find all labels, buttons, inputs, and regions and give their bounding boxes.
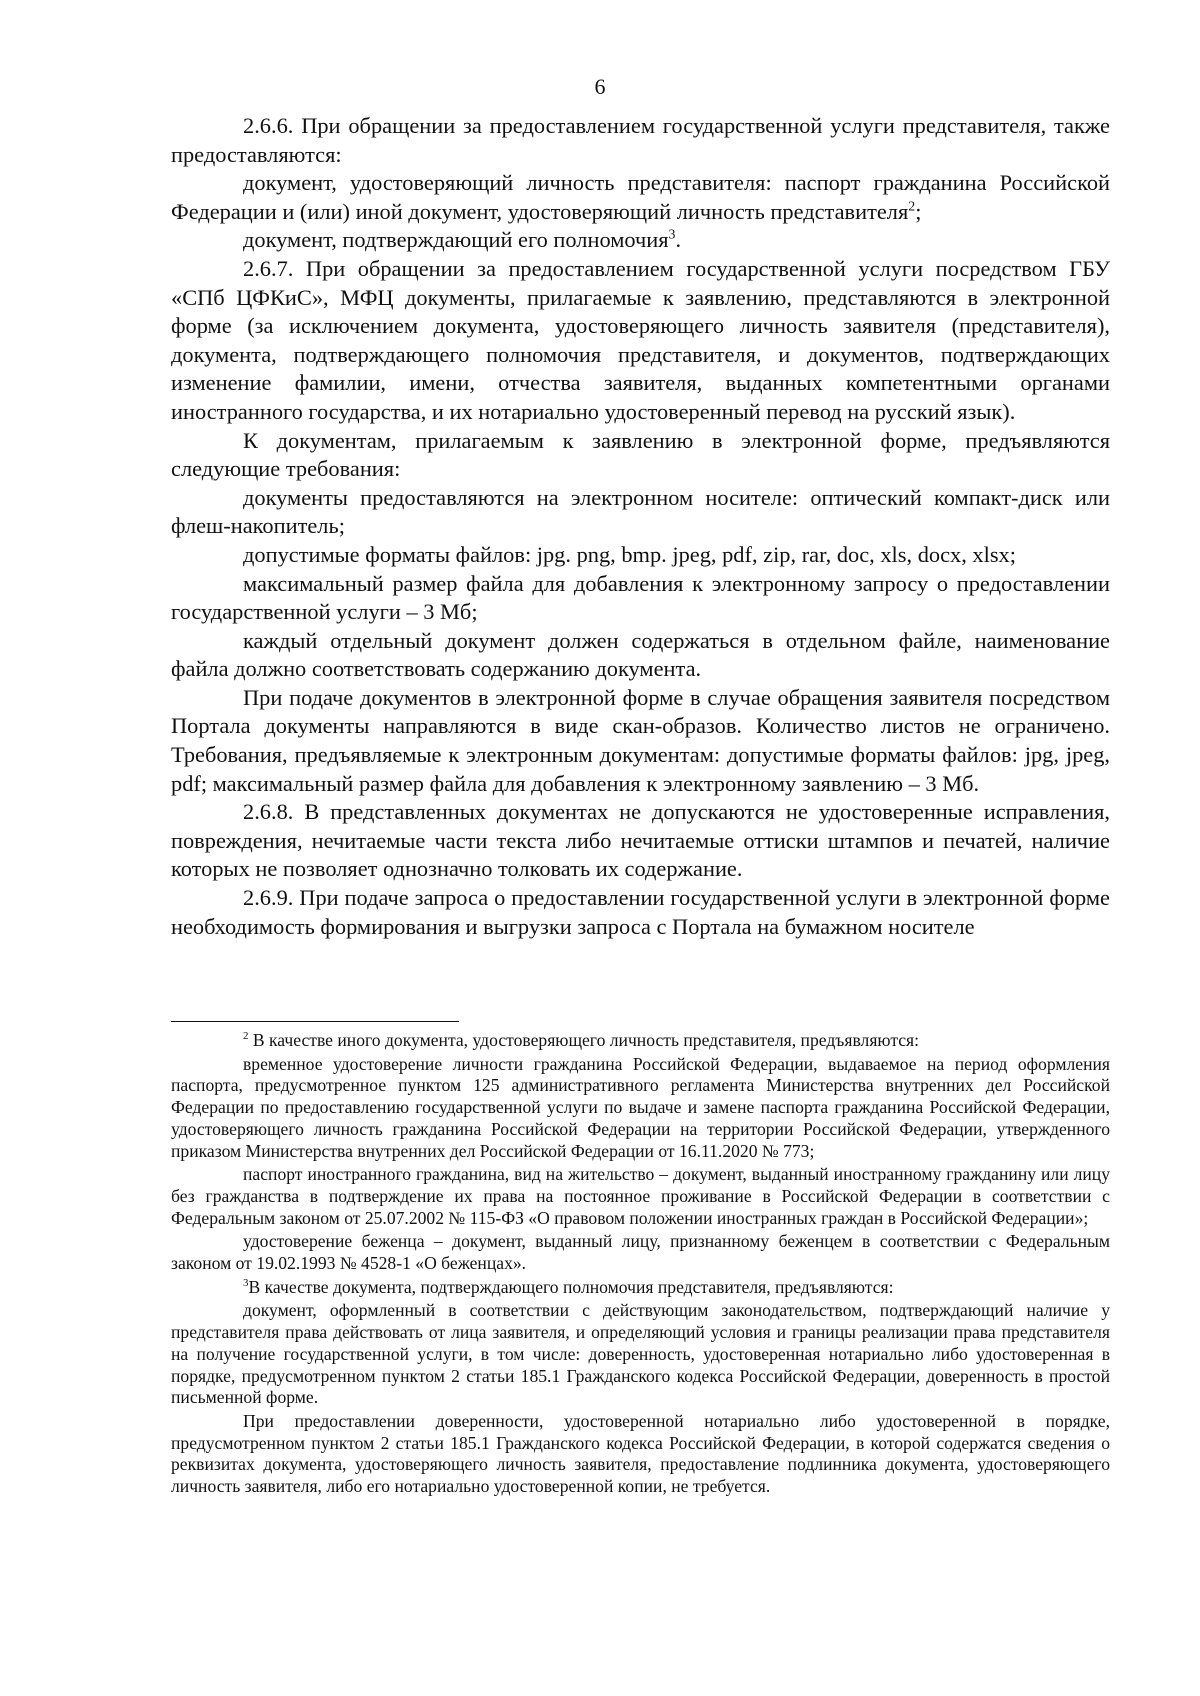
footnote-3-item-power-of-attorney: документ, оформленный в соответствии с действующим законодательством, подтверждающий наличие у представителя права действовать от лица заявителя, и определяющий условия и границы реализации права представителя на получение государственной услуги, в том числе: доверенность, удостоверенная нотариально либо удостоверенная в порядке, предусмотренном пунктом 2 статьи 185.1 Гражданского кодекса Российской Федерации, доверенность в простой письменной форме.: [171, 1300, 1110, 1408]
footnote-2-item-temporary-id: временное удостоверение личности гражданина Российской Федерации, выдаваемое на период оформления паспорта, предусмотренное пунктом 125 административного регламента Министерства внутренних дел Российской Федерации по предоставлению государственной услуги по выдаче и замене паспорта гражданина Российской Федерации, удостоверяющего личность гражданина Российской Федерации на территории Российской Федерации, утвержденного приказом Министерства внутренних дел Российской Федерации от 16.11.2020 № 773;: [171, 1053, 1110, 1161]
footnote-3-intro: [171, 1277, 1110, 1299]
footnote-ref-2[interactable]: 2: [908, 199, 916, 215]
paragraph-file-formats: допустимые форматы файлов: jpg. png, bmp. jpeg, pdf, zip, rar, doc, xls, docx, xlsx;: [243, 541, 1016, 567]
main-text: [171, 112, 1110, 941]
paragraph-2-6-8: 2.6.8. В представленных документах не допускаются не удостоверенные исправления, повреждения, нечитаемые части текста либо нечитаемые оттиски штампов и печатей, наличие которых не позволяет однозначно толковать их содержание.: [171, 799, 1110, 882]
footnote-text: В качестве документа, подтверждающего полномочия представителя, предъявляются:: [248, 1276, 894, 1297]
footnote-separator: [171, 1021, 459, 1022]
paragraph-text: документ, удостоверяющий личность представителя: паспорт гражданина Российской Федерации и (или) иной документ, удостоверяющий личность представителя: [171, 170, 1110, 224]
footnote-mark-3: 3: [243, 1276, 249, 1289]
footnote-text: В качестве иного документа, удостоверяющего личность представителя, предъявляются:: [248, 1030, 920, 1050]
paragraph-separate-files: каждый отдельный документ должен содержаться в отдельном файле, наименование файла должно соответствовать содержанию документа.: [171, 627, 1110, 682]
paragraph-tail: .: [675, 227, 682, 253]
footnote-2-item-foreign-passport: паспорт иностранного гражданина, вид на жительство – документ, выданный иностранному гражданину или лицу без гражданства в подтверждение их права на постоянное проживание в Российской Федерации в соответствии с Федеральным законом от 25.07.2002 № 115-ФЗ «О правовом положении иностранных граждан в Российской Федерации»;: [171, 1164, 1110, 1228]
paragraph-2-6-6: 2.6.6. При обращении за предоставлением государственной услуги представителя, также предоставляются:: [171, 113, 1110, 167]
footnote-mark-2: 2: [243, 1030, 249, 1043]
paragraph-2-6-7: 2.6.7. При обращении за предоставлением государственной услуги посредством ГБУ «СПб ЦФКиС», МФЦ документы, прилагаемые к заявлению, представляются в электронной форме (за исключением документа, удостоверяющего личность заявителя (представителя), документа, подтверждающего полномочия представителя, и документов, подтверждающих изменение фамилии, имени, отчества заявителя, выданных компетентными органами иностранного государства, и их нотариально удостоверенный перевод на русский язык).: [171, 255, 1110, 424]
paragraph-requirements-intro: К документам, прилагаемым к заявлению в электронной форме, предъявляются следующие требования:: [171, 427, 1110, 482]
paragraph-text: документ, подтверждающий его полномочия: [243, 227, 669, 253]
paragraph-portal-submission: При подаче документов в электронной форме в случае обращения заявителя посредством Портала документы направляются в виде скан-образов. Количество листов не ограничено. Требования, предъявляемые к электронным документам: допустимые форматы файлов: jpg, jpeg, pdf; максимальный размер файла для добавления к электронному заявлению – 3 Мб.: [171, 684, 1110, 796]
paragraph-tail: ;: [915, 198, 922, 224]
paragraph-representative-id: [171, 169, 1110, 226]
paragraph-2-6-9: 2.6.9. При подаче запроса о предоставлении государственной услуги в электронной форме необходимость формирования и выгрузки запроса с Портала на бумажном носителе: [171, 885, 1110, 939]
paragraph-media-requirement: документы предоставляются на электронном носителе: оптический компакт-диск или флеш-накопитель;: [171, 484, 1110, 539]
footnote-2-item-refugee-certificate: удостоверение беженца – документ, выданный лицу, признанному беженцем в соответствии с Федеральным законом от 19.02.1993 № 4528-1 «О беженцах».: [171, 1231, 1110, 1274]
footnote-2-intro: [171, 1030, 1110, 1052]
footnote-ref-3[interactable]: 3: [668, 227, 676, 243]
paragraph-authority-document: [171, 226, 1110, 255]
page-number: 6: [594, 74, 606, 99]
paragraph-max-file-size: максимальный размер файла для добавления к электронному запросу о предоставлении государственной услуги – 3 Мб;: [171, 570, 1110, 625]
footnote-3-item-notarized-note: При предоставлении доверенности, удостоверенной нотариально либо удостоверенной в порядке, предусмотренном пунктом 2 статьи 185.1 Гражданского кодекса Российской Федерации, в которой содержатся сведения о реквизитах документа, удостоверяющего личность заявителя, предоставление подлинника документа, удостоверяющего личность заявителя, либо его нотариально удостоверенной копии, не требуется.: [171, 1410, 1110, 1497]
footnotes: [171, 1030, 1110, 1500]
